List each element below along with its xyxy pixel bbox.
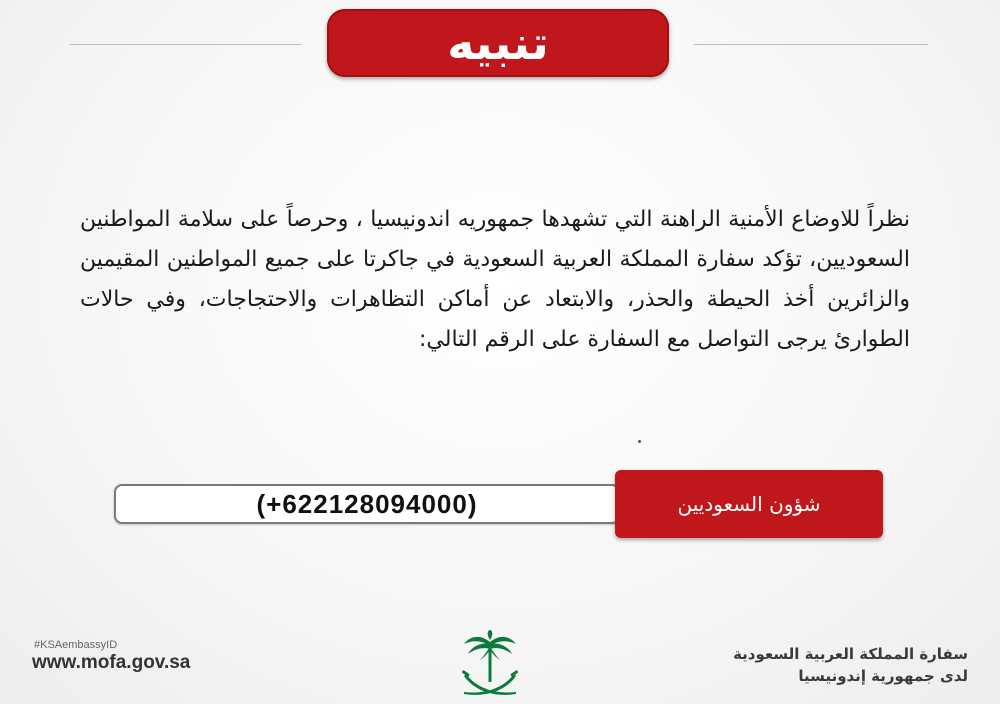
phone-number: (+622128094000) bbox=[256, 488, 478, 519]
embassy-name bbox=[708, 643, 968, 687]
stray-dot bbox=[638, 440, 641, 443]
hashtag-text: #KSAembassyID bbox=[34, 639, 118, 651]
announcement-body: نظراً للاوضاع الأمنية الراهنة التي تشهدها جمهوريه اندونيسيا ، وحرصاً على سلامة المواطنين السعوديين، تؤكد سفارة المملكة العربية السعودية في جاكرتا على جميع المواطنين المقيمين والزائرين أخذ الحيطة والحذر، والابتعاد عن أماكن التظاهرات والاحتجاجات، وفي حالات الطوارئ يرجى التواصل مع السفارة على الرقم التالي: bbox=[80, 207, 910, 352]
department-label: شؤون السعوديين bbox=[677, 492, 821, 516]
department-label-box bbox=[615, 470, 883, 538]
website-link[interactable]: www.mofa.gov.sa bbox=[32, 652, 191, 673]
title-banner bbox=[327, 9, 669, 77]
title-divider-right bbox=[694, 44, 928, 45]
embassy-name-line2: لدى جمهورية إندونيسيا bbox=[798, 667, 968, 685]
phone-number-box bbox=[114, 484, 620, 524]
title-divider-left bbox=[70, 44, 302, 45]
embassy-name-line1: سفارة المملكة العربية السعودية bbox=[733, 645, 968, 663]
palm-swords-emblem-icon bbox=[458, 630, 522, 702]
page-title: تنبيه bbox=[447, 16, 549, 70]
